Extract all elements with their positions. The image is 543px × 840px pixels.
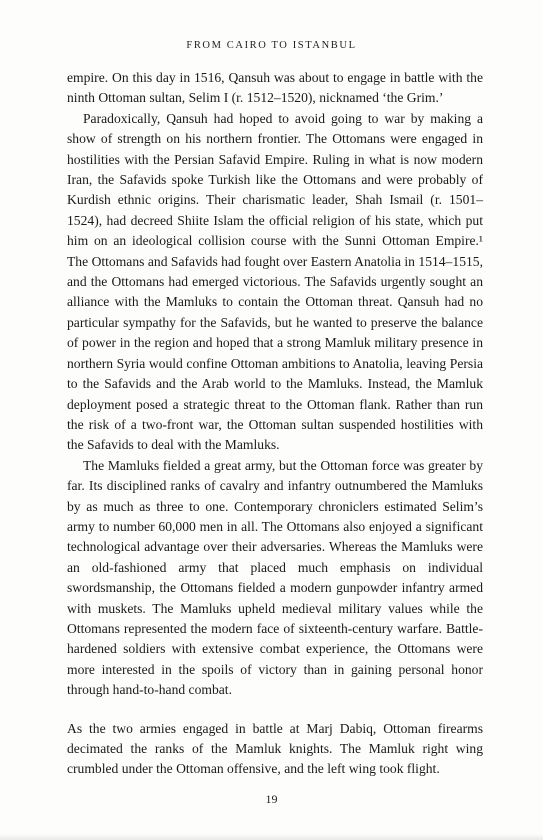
paragraph-continuation: empire. On this day in 1516, Qansuh was about to engage in battle with the ninth Ottoman sultan, Selim I (r. 1512–1520), nicknamed ‘the Grim.’ (67, 70, 483, 106)
page-number: 19 (265, 792, 278, 806)
running-head: FROM CAIRO TO ISTANBUL (186, 40, 357, 51)
paragraph-armies-compared: The Mamluks fielded a great army, but the Ottoman force was greater by far. Its disciplined ranks of cavalry and infantry outnumbered the Mamluks by as much as three to one. Contemporary chroniclers estimated Selim’s army to number 60,000 men in all. The Ottomans also enjoyed a significant technological advantage over their adversaries. Whereas the Mamluks were an old-fashioned army that placed much emphasis on individual swordsmanship, the Ottomans fielded a modern gunpowder infantry armed with muskets. The Mamluks upheld medieval military values while the Ottomans represented the modern face of sixteenth-century warfare. Battle-hardened soldiers with extensive combat experience, the Ottomans were more interested in the spoils of victory than in gaining personal honor through hand-to-hand combat. (67, 457, 483, 698)
paragraph-safavid-context: Paradoxically, Qansuh had hoped to avoid going to war by making a show of strength on his northern frontier. The Ottomans were engaged in hostilities with the Persian Safavid Empire. Ruling in what is now modern Iran, the Safavids spoke Turkish like the Ottomans and were probably of Kurdish ethnic origins. Their charismatic leader, Shah Ismail (r. 1501–1524), had decreed Shiite Islam the official religion of his state, which put him on an ideological collision course with the Sunni Ottoman Empire.¹ The Ottomans and Safavids had fought over Eastern Anatolia in 1514–1515, and the Ottomans had emerged victorious. The Safavids urgently sought an alliance with the Mamluks to contain the Ottoman threat. Qansuh had no particular sympathy for the Safavids, but he wanted to preserve the balance of power in the region and hoped that a strong Mamluk military presence in northern Syria would confine Ottoman ambitions to Anatolia, leaving Persia to the Safavids and the Arab world to the Mamluks. Instead, the Mamluk deployment posed a strategic threat to the Ottoman flank. Rather than run the risk of a two-front war, the Ottoman sultan suspended hostilities with the Safavids to deal with the Mamluks. (67, 110, 483, 453)
scan-edge (0, 834, 543, 840)
body-text (67, 68, 483, 780)
paragraph-marj-dabiq: As the two armies engaged in battle at Marj Dabiq, Ottoman firearms decimated the ranks of the Mamluk knights. The Mamluk right wing crumbled under the Ottoman offensive, and the left wing took flight. (67, 720, 483, 777)
